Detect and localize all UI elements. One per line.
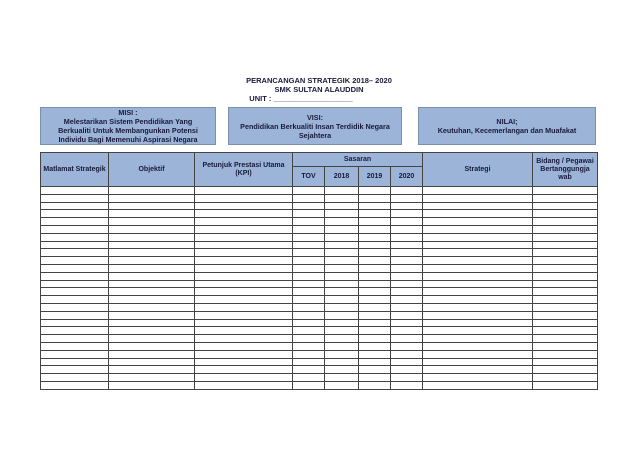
misi-text: Melestarikan Sistem Pendidikan Yang Berkualiti Untuk Membangunkan Potensi Individu Bagi Memenuhi Aspirasi Negara <box>58 117 198 144</box>
visi-text: Pendidikan Berkualiti Insan Terdidik Negara Sejahtera <box>240 121 390 140</box>
table-cell[interactable] <box>359 319 391 327</box>
table-cell[interactable] <box>359 374 391 382</box>
table-cell[interactable] <box>109 218 195 226</box>
table-row <box>41 194 598 202</box>
table-cell[interactable] <box>41 374 109 382</box>
table-cell[interactable] <box>359 210 391 218</box>
table-cell[interactable] <box>325 327 359 335</box>
table-cell[interactable] <box>109 366 195 374</box>
table-cell[interactable] <box>195 335 293 343</box>
table-cell[interactable] <box>423 374 533 382</box>
table-cell[interactable] <box>195 264 293 272</box>
table-cell[interactable] <box>359 342 391 350</box>
table-cell[interactable] <box>41 257 109 265</box>
table-cell[interactable] <box>109 272 195 280</box>
table-cell[interactable] <box>195 272 293 280</box>
table-cell[interactable] <box>41 381 109 389</box>
table-cell[interactable] <box>41 296 109 304</box>
table-cell[interactable] <box>359 350 391 358</box>
table-cell[interactable] <box>391 288 423 296</box>
table-cell[interactable] <box>533 249 598 257</box>
misi-box <box>40 107 216 145</box>
table-cell[interactable] <box>423 288 533 296</box>
table-cell[interactable] <box>533 202 598 210</box>
table-cell[interactable] <box>391 327 423 335</box>
table-cell[interactable] <box>423 358 533 366</box>
table-cell[interactable] <box>359 303 391 311</box>
table-cell[interactable] <box>423 257 533 265</box>
table-cell[interactable] <box>325 311 359 319</box>
table-cell[interactable] <box>195 241 293 249</box>
table-cell[interactable] <box>195 218 293 226</box>
table-cell[interactable] <box>325 296 359 304</box>
table-cell[interactable] <box>533 194 598 202</box>
table-cell[interactable] <box>325 303 359 311</box>
table-cell[interactable] <box>41 342 109 350</box>
table-cell[interactable] <box>293 350 325 358</box>
table-cell[interactable] <box>423 327 533 335</box>
table-cell[interactable] <box>109 233 195 241</box>
table-cell[interactable] <box>293 202 325 210</box>
table-cell[interactable] <box>325 280 359 288</box>
table-cell[interactable] <box>423 296 533 304</box>
table-cell[interactable] <box>293 257 325 265</box>
table-cell[interactable] <box>41 264 109 272</box>
table-cell[interactable] <box>325 187 359 195</box>
table-row <box>41 358 598 366</box>
table-row <box>41 272 598 280</box>
table-cell[interactable] <box>325 241 359 249</box>
table-cell[interactable] <box>359 311 391 319</box>
misi-label: MISI : <box>118 108 138 117</box>
table-row <box>41 319 598 327</box>
table-cell[interactable] <box>41 210 109 218</box>
table-cell[interactable] <box>41 225 109 233</box>
table-cell[interactable] <box>109 194 195 202</box>
table-row <box>41 303 598 311</box>
table-cell[interactable] <box>325 319 359 327</box>
table-row <box>41 366 598 374</box>
table-cell[interactable] <box>109 374 195 382</box>
table-cell[interactable] <box>533 264 598 272</box>
header-objektif: Objektif <box>109 153 195 187</box>
document-title: PERANCANGAN STRATEGIK 2018– 2020 <box>246 76 392 85</box>
table-cell[interactable] <box>391 225 423 233</box>
header-2018: 2018 <box>325 167 359 187</box>
table-cell[interactable] <box>359 381 391 389</box>
table-cell[interactable] <box>41 303 109 311</box>
unit-line: UNIT : ___________________ <box>249 94 353 103</box>
table-cell[interactable] <box>359 280 391 288</box>
table-cell[interactable] <box>423 319 533 327</box>
table-cell[interactable] <box>533 350 598 358</box>
table-cell[interactable] <box>391 202 423 210</box>
table-cell[interactable] <box>391 264 423 272</box>
table-cell[interactable] <box>423 366 533 374</box>
table-cell[interactable] <box>293 272 325 280</box>
table-cell[interactable] <box>423 194 533 202</box>
table-cell[interactable] <box>195 249 293 257</box>
table-cell[interactable] <box>109 350 195 358</box>
table-cell[interactable] <box>195 210 293 218</box>
table-cell[interactable] <box>109 210 195 218</box>
table-cell[interactable] <box>293 249 325 257</box>
table-cell[interactable] <box>109 311 195 319</box>
table-cell[interactable] <box>41 218 109 226</box>
table-row <box>41 381 598 389</box>
table-row <box>41 233 598 241</box>
table-cell[interactable] <box>533 327 598 335</box>
table-cell[interactable] <box>195 194 293 202</box>
table-cell[interactable] <box>423 335 533 343</box>
table-cell[interactable] <box>109 280 195 288</box>
table-cell[interactable] <box>423 272 533 280</box>
table-cell[interactable] <box>359 241 391 249</box>
table-cell[interactable] <box>533 335 598 343</box>
table-cell[interactable] <box>41 202 109 210</box>
table-cell[interactable] <box>423 210 533 218</box>
table-row <box>41 342 598 350</box>
table-row <box>41 264 598 272</box>
table-cell[interactable] <box>325 233 359 241</box>
table-cell[interactable] <box>391 210 423 218</box>
table-cell[interactable] <box>359 335 391 343</box>
table-cell[interactable] <box>195 225 293 233</box>
table-cell[interactable] <box>41 366 109 374</box>
table-cell[interactable] <box>195 288 293 296</box>
table-body <box>41 187 598 390</box>
table-cell[interactable] <box>293 381 325 389</box>
table-cell[interactable] <box>109 241 195 249</box>
table-cell[interactable] <box>109 202 195 210</box>
table-row <box>41 210 598 218</box>
table-cell[interactable] <box>41 249 109 257</box>
table-cell[interactable] <box>359 202 391 210</box>
table-row <box>41 327 598 335</box>
table-cell[interactable] <box>359 358 391 366</box>
table-cell[interactable] <box>423 249 533 257</box>
table-cell[interactable] <box>325 218 359 226</box>
table-row <box>41 202 598 210</box>
table-cell[interactable] <box>41 272 109 280</box>
table-cell[interactable] <box>391 296 423 304</box>
table-row <box>41 249 598 257</box>
table-cell[interactable] <box>391 381 423 389</box>
table-cell[interactable] <box>391 303 423 311</box>
table-cell[interactable] <box>423 350 533 358</box>
table-cell[interactable] <box>109 358 195 366</box>
table-cell[interactable] <box>109 288 195 296</box>
table-cell[interactable] <box>391 272 423 280</box>
table-cell[interactable] <box>423 280 533 288</box>
table-cell[interactable] <box>195 342 293 350</box>
table-cell[interactable] <box>195 374 293 382</box>
table-cell[interactable] <box>293 241 325 249</box>
table-cell[interactable] <box>325 202 359 210</box>
table-cell[interactable] <box>391 374 423 382</box>
table-cell[interactable] <box>423 381 533 389</box>
table-cell[interactable] <box>533 210 598 218</box>
table-cell[interactable] <box>423 342 533 350</box>
table-cell[interactable] <box>325 335 359 343</box>
table-cell[interactable] <box>391 335 423 343</box>
table-cell[interactable] <box>391 257 423 265</box>
table-cell[interactable] <box>391 187 423 195</box>
nilai-text: Keutuhan, Kecemerlangan dan Muafakat <box>437 126 577 135</box>
table-cell[interactable] <box>391 249 423 257</box>
table-cell[interactable] <box>325 381 359 389</box>
table-cell[interactable] <box>109 257 195 265</box>
table-cell[interactable] <box>391 233 423 241</box>
table-cell[interactable] <box>325 272 359 280</box>
table-cell[interactable] <box>325 210 359 218</box>
table-row <box>41 288 598 296</box>
table-row <box>41 257 598 265</box>
table-cell[interactable] <box>533 225 598 233</box>
table-cell[interactable] <box>359 249 391 257</box>
table-cell[interactable] <box>325 358 359 366</box>
table-cell[interactable] <box>359 218 391 226</box>
table-cell[interactable] <box>41 288 109 296</box>
table-cell[interactable] <box>533 288 598 296</box>
table-cell[interactable] <box>391 366 423 374</box>
table-row <box>41 374 598 382</box>
header-bidang-pegawai: Bidang / Pegawai Bertanggungja wab <box>533 153 598 187</box>
school-name: SMK SULTAN ALAUDDIN <box>274 85 364 94</box>
table-row <box>41 335 598 343</box>
table-cell[interactable] <box>293 335 325 343</box>
table-cell[interactable] <box>109 296 195 304</box>
table-cell[interactable] <box>533 218 598 226</box>
table-cell[interactable] <box>195 319 293 327</box>
table-cell[interactable] <box>41 280 109 288</box>
table-cell[interactable] <box>533 272 598 280</box>
table-cell[interactable] <box>423 264 533 272</box>
table-cell[interactable] <box>109 249 195 257</box>
table-cell[interactable] <box>293 366 325 374</box>
table-cell[interactable] <box>195 202 293 210</box>
table-cell[interactable] <box>325 350 359 358</box>
table-cell[interactable] <box>195 350 293 358</box>
table-cell[interactable] <box>41 233 109 241</box>
table-cell[interactable] <box>41 319 109 327</box>
table-cell[interactable] <box>533 342 598 350</box>
table-cell[interactable] <box>359 257 391 265</box>
header-2019: 2019 <box>359 167 391 187</box>
visi-box <box>228 107 402 145</box>
table-cell[interactable] <box>109 187 195 195</box>
visi-label: VISI: <box>307 112 323 122</box>
table-cell[interactable] <box>423 233 533 241</box>
table-cell[interactable] <box>391 350 423 358</box>
table-cell[interactable] <box>533 296 598 304</box>
table-row <box>41 241 598 249</box>
table-cell[interactable] <box>41 241 109 249</box>
table-cell[interactable] <box>391 311 423 319</box>
table-cell[interactable] <box>109 225 195 233</box>
table-cell[interactable] <box>293 288 325 296</box>
header-strategi: Strategi <box>423 153 533 187</box>
table-cell[interactable] <box>195 358 293 366</box>
table-cell[interactable] <box>41 311 109 319</box>
table-cell[interactable] <box>325 257 359 265</box>
table-cell[interactable] <box>293 358 325 366</box>
table-cell[interactable] <box>109 381 195 389</box>
table-cell[interactable] <box>359 194 391 202</box>
table-cell[interactable] <box>533 233 598 241</box>
table-cell[interactable] <box>109 342 195 350</box>
table-cell[interactable] <box>359 272 391 280</box>
table-cell[interactable] <box>533 241 598 249</box>
table-cell[interactable] <box>293 303 325 311</box>
table-cell[interactable] <box>109 264 195 272</box>
table-cell[interactable] <box>325 264 359 272</box>
table-cell[interactable] <box>41 327 109 335</box>
table-row <box>41 311 598 319</box>
table-cell[interactable] <box>293 187 325 195</box>
table-cell[interactable] <box>533 366 598 374</box>
header-sasaran: Sasaran <box>293 153 423 167</box>
table-cell[interactable] <box>195 311 293 319</box>
table-cell[interactable] <box>195 233 293 241</box>
table-cell[interactable] <box>533 381 598 389</box>
table-cell[interactable] <box>391 319 423 327</box>
table-cell[interactable] <box>391 342 423 350</box>
table-cell[interactable] <box>195 381 293 389</box>
table-cell[interactable] <box>423 241 533 249</box>
table-cell[interactable] <box>325 366 359 374</box>
table-cell[interactable] <box>293 342 325 350</box>
table-cell[interactable] <box>41 187 109 195</box>
table-cell[interactable] <box>293 225 325 233</box>
table-cell[interactable] <box>41 335 109 343</box>
table-cell[interactable] <box>41 350 109 358</box>
table-cell[interactable] <box>533 257 598 265</box>
table-cell[interactable] <box>195 187 293 195</box>
table-cell[interactable] <box>293 374 325 382</box>
table-row <box>41 225 598 233</box>
table-cell[interactable] <box>325 342 359 350</box>
nilai-label: NILAI; <box>496 117 518 126</box>
table-cell[interactable] <box>293 319 325 327</box>
table-cell[interactable] <box>359 233 391 241</box>
table-cell[interactable] <box>359 187 391 195</box>
table-row <box>41 350 598 358</box>
table-cell[interactable] <box>293 311 325 319</box>
table-cell[interactable] <box>293 280 325 288</box>
header-2020: 2020 <box>391 167 423 187</box>
table-cell[interactable] <box>533 311 598 319</box>
table-cell[interactable] <box>423 218 533 226</box>
table-cell[interactable] <box>533 374 598 382</box>
table-cell[interactable] <box>325 374 359 382</box>
table-cell[interactable] <box>195 303 293 311</box>
header-kpi: Petunjuk Prestasi Utama (KPI) <box>195 153 293 187</box>
table-cell[interactable] <box>195 296 293 304</box>
table-cell[interactable] <box>109 327 195 335</box>
table-row <box>41 218 598 226</box>
table-cell[interactable] <box>109 335 195 343</box>
header-tov: TOV <box>293 167 325 187</box>
table-cell[interactable] <box>533 319 598 327</box>
table-cell[interactable] <box>41 194 109 202</box>
table-cell[interactable] <box>391 358 423 366</box>
table-cell[interactable] <box>293 194 325 202</box>
nilai-box <box>418 107 596 145</box>
table-cell[interactable] <box>533 358 598 366</box>
table-cell[interactable] <box>423 202 533 210</box>
table-cell[interactable] <box>359 327 391 335</box>
table-cell[interactable] <box>109 319 195 327</box>
table-row <box>41 187 598 195</box>
table-cell[interactable] <box>391 280 423 288</box>
table-cell[interactable] <box>325 249 359 257</box>
table-cell[interactable] <box>359 296 391 304</box>
table-cell[interactable] <box>109 303 195 311</box>
table-cell[interactable] <box>293 264 325 272</box>
table-cell[interactable] <box>325 225 359 233</box>
table-cell[interactable] <box>359 264 391 272</box>
header-matlamat-strategik: Matlamat Strategik <box>41 153 109 187</box>
table-cell[interactable] <box>293 218 325 226</box>
table-cell[interactable] <box>533 303 598 311</box>
table-cell[interactable] <box>293 210 325 218</box>
table-cell[interactable] <box>293 327 325 335</box>
table-cell[interactable] <box>391 241 423 249</box>
table-cell[interactable] <box>533 280 598 288</box>
table-row <box>41 280 598 288</box>
table-cell[interactable] <box>533 187 598 195</box>
table-cell[interactable] <box>195 327 293 335</box>
table-cell[interactable] <box>359 225 391 233</box>
table-cell[interactable] <box>195 257 293 265</box>
table-cell[interactable] <box>195 280 293 288</box>
strategic-plan-table <box>40 152 598 390</box>
table-cell[interactable] <box>391 194 423 202</box>
table-cell[interactable] <box>325 288 359 296</box>
table-cell[interactable] <box>359 366 391 374</box>
table-cell[interactable] <box>195 366 293 374</box>
table-cell[interactable] <box>423 225 533 233</box>
table-cell[interactable] <box>293 296 325 304</box>
table-cell[interactable] <box>423 187 533 195</box>
table-cell[interactable] <box>359 288 391 296</box>
table-cell[interactable] <box>41 358 109 366</box>
table-row <box>41 296 598 304</box>
table-cell[interactable] <box>423 303 533 311</box>
table-cell[interactable] <box>293 233 325 241</box>
table-cell[interactable] <box>423 311 533 319</box>
table-cell[interactable] <box>391 218 423 226</box>
table-cell[interactable] <box>325 194 359 202</box>
